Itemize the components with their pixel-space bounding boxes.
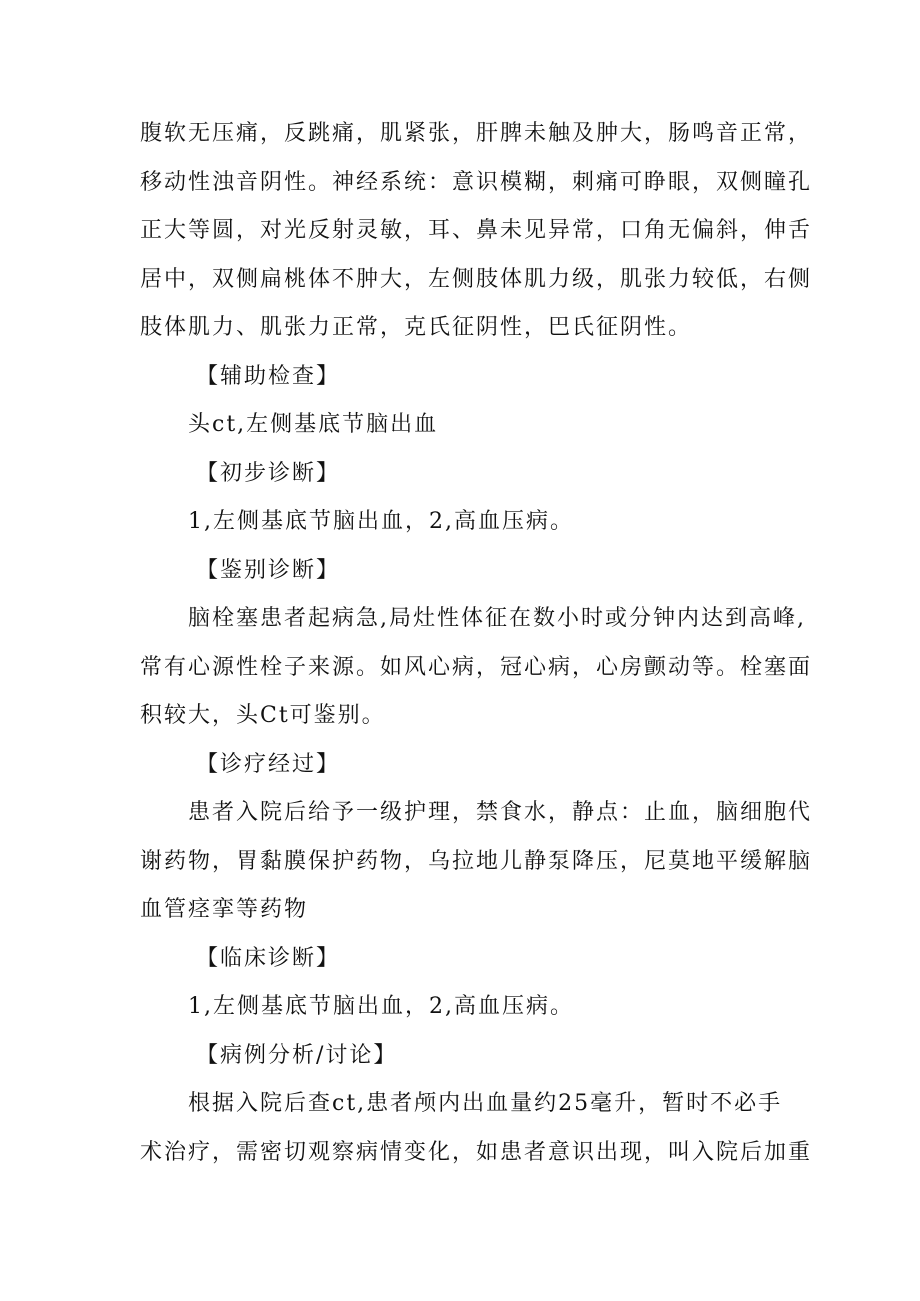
differential-line-2: 常有心源性栓子来源。如风心病，冠心病，心房颤动等。栓塞面 <box>140 655 813 680</box>
differential-line-3: 积较大，头Ct可鉴别。 <box>140 703 386 728</box>
differential-line-1: 脑栓塞患者起病急,局灶性体征在数小时或分钟内达到高峰, <box>188 606 806 631</box>
analysis-line-1: 根据入院后查ct,患者颅内出血量约25毫升，暂时不必手 <box>188 1091 783 1116</box>
initial-diagnosis-text: 1,左侧基底节脑出血，2,高血压病。 <box>188 509 574 534</box>
exam-line-3: 正大等圆，对光反射灵敏，耳、鼻未见异常，口角无偏斜，伸舌 <box>140 218 813 243</box>
auxiliary-exam-text: 头ct,左侧基底节脑出血 <box>188 412 439 437</box>
exam-line-5: 肢体肌力、肌张力正常，克氏征阴性，巴氏征阴性。 <box>140 315 693 340</box>
heading-treatment-course: 【诊疗经过】 <box>196 752 341 777</box>
heading-differential-diagnosis: 【鉴别诊断】 <box>196 558 341 583</box>
course-line-3: 血管痉挛等药物 <box>140 897 309 922</box>
analysis-line-2: 术治疗，需密切观察病情变化，如患者意识出现，叫入院后加重 <box>140 1140 813 1165</box>
heading-initial-diagnosis: 【初步诊断】 <box>196 461 341 486</box>
clinical-diagnosis-text: 1,左侧基底节脑出血，2,高血压病。 <box>188 994 574 1019</box>
heading-auxiliary-exam: 【辅助检查】 <box>196 364 341 389</box>
exam-line-2: 移动性浊音阴性。神经系统：意识模糊，刺痛可睁眼，双侧瞳孔 <box>140 170 813 195</box>
course-line-2: 谢药物，胃黏膜保护药物，乌拉地儿静泵降压，尼莫地平缓解脑 <box>140 849 813 874</box>
heading-clinical-diagnosis: 【临床诊断】 <box>196 946 341 971</box>
heading-case-analysis: 【病例分析/讨论】 <box>196 1043 398 1068</box>
exam-line-4: 居中，双侧扁桃体不肿大，左侧肢体肌力级，肌张力较低，右侧 <box>140 267 813 292</box>
course-line-1: 患者入院后给予一级护理，禁食水，静点：止血，脑细胞代 <box>188 800 813 825</box>
exam-line-1: 腹软无压痛，反跳痛，肌紧张，肝脾未触及肿大，肠鸣音正常， <box>140 121 813 146</box>
